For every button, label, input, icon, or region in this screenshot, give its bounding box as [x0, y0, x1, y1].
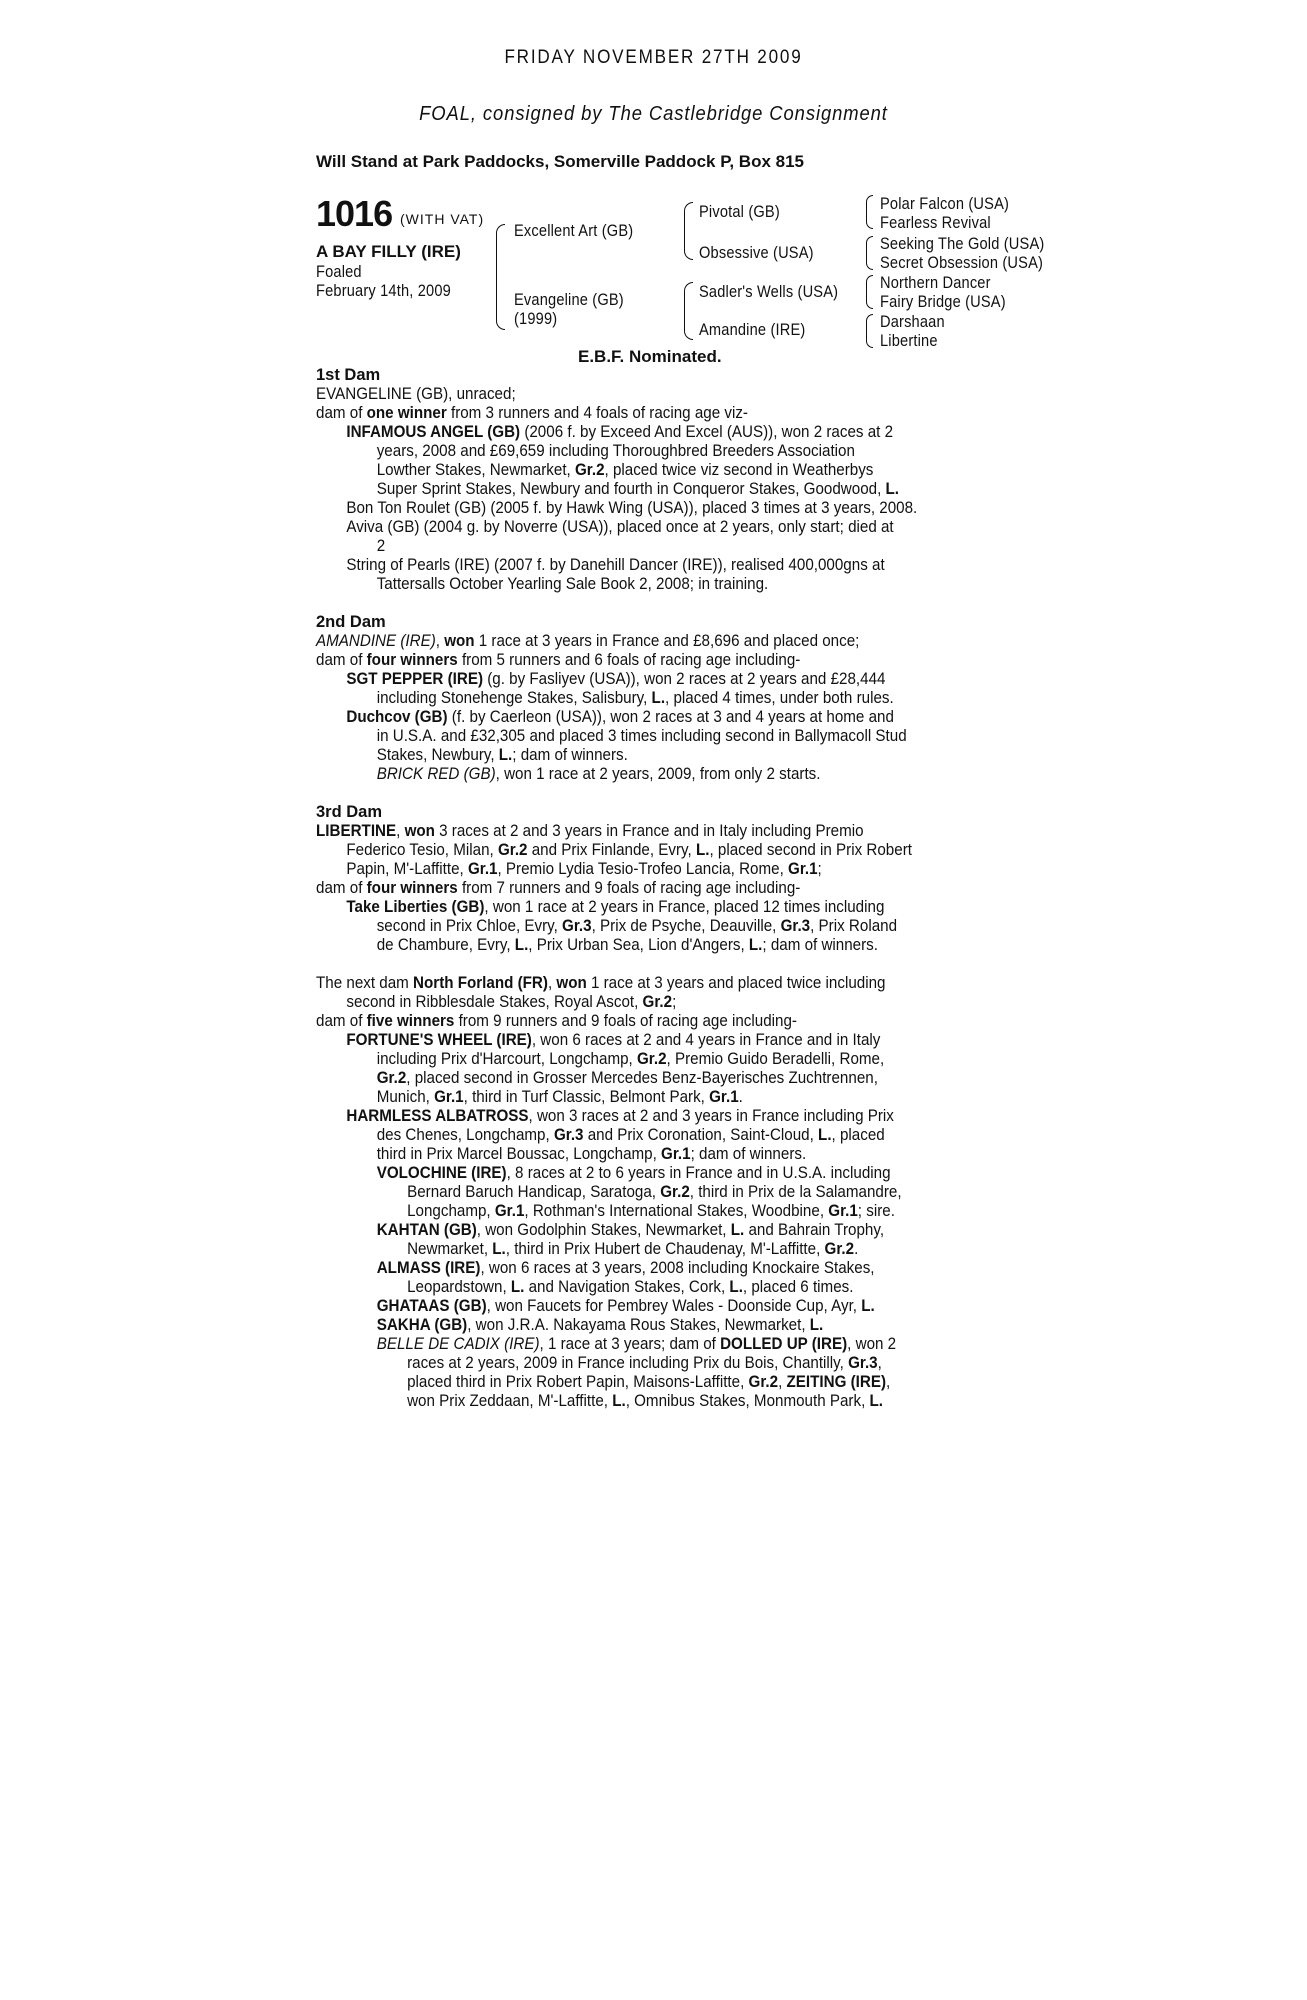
next-dam-line: races at 2 years, 2009 in France including Prix du Bois, Chantilly, Gr.3,	[407, 1354, 882, 1372]
third-dam-line: Federico Tesio, Milan, Gr.2 and Prix Finlande, Evry, L., placed second in Prix Robert	[346, 841, 912, 859]
brace-g12	[866, 195, 873, 229]
next-dam-line: Gr.2, placed second in Grosser Mercedes Benz-Bayerisches Zuchtrennen,	[376, 1069, 878, 1087]
first-dam-line: EVANGELINE (GB), unraced;	[316, 385, 516, 403]
second-dam-line: in U.S.A. and £32,305 and placed 3 times including second in Ballymacoll Stud	[376, 727, 907, 745]
first-dam-line: Aviva (GB) (2004 g. by Noverre (USA)), placed once at 2 years, only start; died at	[346, 518, 894, 536]
first-dam-line: dam of one winner from 3 runners and 4 foals of racing age viz-	[316, 404, 748, 422]
pedigree-g1: Polar Falcon (USA)	[880, 194, 1010, 213]
pedigree-dam-name: Evangeline (GB)	[514, 290, 624, 309]
next-dam-line: Bernard Baruch Handicap, Saratoga, Gr.2, third in Prix de la Salamandre,	[407, 1183, 902, 1201]
first-dam-line: 2	[376, 537, 386, 555]
pedigree-sire-dam: Obsessive (USA)	[699, 243, 814, 262]
third-dam-line: dam of four winners from 7 runners and 9 foals of racing age including-	[316, 879, 801, 897]
pedigree-g3: Seeking The Gold (USA)	[880, 234, 1045, 253]
first-dam-section	[316, 366, 1016, 594]
first-dam-line: years, 2008 and £69,659 including Thoroughbred Breeders Association	[376, 442, 855, 460]
pedigree-dam-dam: Amandine (IRE)	[699, 320, 806, 339]
brace-g34	[866, 236, 873, 270]
next-dam-line: second in Ribblesdale Stakes, Royal Ascot, Gr.2;	[346, 993, 677, 1011]
lot-title: A BAY FILLY (IRE)	[316, 242, 461, 261]
next-dam-line: BELLE DE CADIX (IRE), 1 race at 3 years; dam of DOLLED UP (IRE), won 2	[376, 1335, 897, 1353]
first-dam-line: Lowther Stakes, Newmarket, Gr.2, placed twice viz second in Weatherbys	[376, 461, 874, 479]
third-dam-line: de Chambure, Evry, L., Prix Urban Sea, Lion d'Angers, L.; dam of winners.	[376, 936, 878, 954]
next-dam-line: The next dam North Forland (FR), won 1 race at 3 years and placed twice including	[316, 974, 886, 992]
second-dam-heading: 2nd Dam	[316, 613, 386, 631]
pedigree-g7: Darshaan	[880, 312, 945, 331]
next-dam-line: third in Prix Marcel Boussac, Longchamp, Gr.1; dam of winners.	[376, 1145, 807, 1163]
pedigree-g8: Libertine	[880, 331, 938, 350]
first-dam-line: Super Sprint Stakes, Newbury and fourth in Conqueror Stakes, Goodwood, L.	[376, 480, 900, 498]
pedigree-sire-sire: Pivotal (GB)	[699, 202, 780, 221]
next-dam-line: des Chenes, Longchamp, Gr.3 and Prix Coronation, Saint-Cloud, L., placed	[376, 1126, 885, 1144]
next-dam-line: Leopardstown, L. and Navigation Stakes, Cork, L., placed 6 times.	[407, 1278, 854, 1296]
pedigree-g2: Fearless Revival	[880, 213, 991, 232]
second-dam-line: AMANDINE (IRE), won 1 race at 3 years in France and £8,696 and placed once;	[316, 632, 860, 650]
foaled-info	[316, 262, 451, 300]
second-dam-line: BRICK RED (GB), won 1 race at 2 years, 2009, from only 2 starts.	[376, 765, 821, 783]
second-dam-section	[316, 613, 1016, 784]
second-dam-line: SGT PEPPER (IRE) (g. by Fasliyev (USA)), won 2 races at 2 years and £28,444	[346, 670, 886, 688]
next-dam-line: SAKHA (GB), won J.R.A. Nakayama Rous Stakes, Newmarket, L.	[376, 1316, 824, 1334]
third-dam-section	[316, 803, 1016, 955]
next-dam-line: Munich, Gr.1, third in Turf Classic, Belmont Park, Gr.1.	[376, 1088, 743, 1106]
next-dam-line: Longchamp, Gr.1, Rothman's International Stakes, Woodbine, Gr.1; sire.	[407, 1202, 895, 1220]
next-dam-line: GHATAAS (GB), won Faucets for Pembrey Wales - Doonside Cup, Ayr, L.	[376, 1297, 875, 1315]
second-dam-line: dam of four winners from 5 runners and 6 foals of racing age including-	[316, 651, 801, 669]
second-dam-line: Duchcov (GB) (f. by Caerleon (USA)), won 2 races at 3 and 4 years at home and	[346, 708, 894, 726]
sale-date: FRIDAY NOVEMBER 27TH 2009	[504, 47, 803, 68]
first-dam-line: Bon Ton Roulet (GB) (2005 f. by Hawk Wing (USA)), placed 3 times at 3 years, 2008.	[346, 499, 918, 517]
pedigree-sire: Excellent Art (GB)	[514, 221, 634, 240]
next-dam-line: including Prix d'Harcourt, Longchamp, Gr.2, Premio Guido Beradelli, Rome,	[376, 1050, 885, 1068]
brace-g56	[866, 275, 873, 309]
third-dam-line: second in Prix Chloe, Evry, Gr.3, Prix de Psyche, Deauville, Gr.3, Prix Roland	[376, 917, 898, 935]
vat-note: (WITH VAT)	[400, 211, 485, 227]
brace-g78	[866, 314, 873, 348]
pedigree-g4: Secret Obsession (USA)	[880, 253, 1044, 272]
pedigree-g5: Northern Dancer	[880, 273, 991, 292]
ebf-nominated: E.B.F. Nominated.	[578, 347, 722, 366]
stand-location: Will Stand at Park Paddocks, Somerville Paddock P, Box 815	[316, 152, 805, 171]
pedigree-dam-year: (1999)	[514, 309, 558, 328]
third-dam-line: Take Liberties (GB), won 1 race at 2 years in France, placed 12 times including	[346, 898, 885, 916]
third-dam-line: Papin, M'-Laffitte, Gr.1, Premio Lydia Tesio-Trofeo Lancia, Rome, Gr.1;	[346, 860, 822, 878]
first-dam-line: INFAMOUS ANGEL (GB) (2006 f. by Exceed And Excel (AUS)), won 2 races at 2	[346, 423, 894, 441]
brace-dam-parents	[684, 282, 693, 340]
first-dam-line: Tattersalls October Yearling Sale Book 2, 2008; in training.	[376, 575, 769, 593]
foaled-label: Foaled	[316, 262, 362, 281]
pedigree-dam-sire: Sadler's Wells (USA)	[699, 282, 839, 301]
third-dam-line: LIBERTINE, won 3 races at 2 and 3 years in France and in Italy including Premio	[316, 822, 864, 840]
brace-sire-parents	[684, 202, 693, 260]
pedigree-g6: Fairy Bridge (USA)	[880, 292, 1006, 311]
lot-number: 1016	[316, 193, 393, 234]
next-dam-line: KAHTAN (GB), won Godolphin Stakes, Newmarket, L. and Bahrain Trophy,	[376, 1221, 885, 1239]
next-dam-line: VOLOCHINE (IRE), 8 races at 2 to 6 years in France and in U.S.A. including	[376, 1164, 891, 1182]
next-dam-line: FORTUNE'S WHEEL (IRE), won 6 races at 2 and 4 years in France and in Italy	[346, 1031, 881, 1049]
next-dam-line: Newmarket, L., third in Prix Hubert de Chaudenay, M'-Laffitte, Gr.2.	[407, 1240, 859, 1258]
brace-parents	[496, 224, 505, 330]
third-dam-heading: 3rd Dam	[316, 803, 383, 821]
next-dam-section	[316, 974, 1016, 1411]
first-dam-heading: 1st Dam	[316, 366, 381, 384]
next-dam-line: placed third in Prix Robert Papin, Maisons-Laffitte, Gr.2, ZEITING (IRE),	[407, 1373, 891, 1391]
next-dam-line: ALMASS (IRE), won 6 races at 3 years, 2008 including Knockaire Stakes,	[376, 1259, 875, 1277]
second-dam-line: including Stonehenge Stakes, Salisbury, L., placed 4 times, under both rules.	[376, 689, 894, 707]
consignment-line: FOAL, consigned by The Castlebridge Consignment	[419, 103, 888, 125]
foaled-date: February 14th, 2009	[316, 281, 451, 300]
second-dam-line: Stakes, Newbury, L.; dam of winners.	[376, 746, 628, 764]
first-dam-line: String of Pearls (IRE) (2007 f. by Danehill Dancer (IRE)), realised 400,000gns at	[346, 556, 885, 574]
next-dam-line: won Prix Zeddaan, M'-Laffitte, L., Omnibus Stakes, Monmouth Park, L.	[407, 1392, 884, 1410]
next-dam-line: HARMLESS ALBATROSS, won 3 races at 2 and 3 years in France including Prix	[346, 1107, 894, 1125]
next-dam-line: dam of five winners from 9 runners and 9 foals of racing age including-	[316, 1012, 797, 1030]
